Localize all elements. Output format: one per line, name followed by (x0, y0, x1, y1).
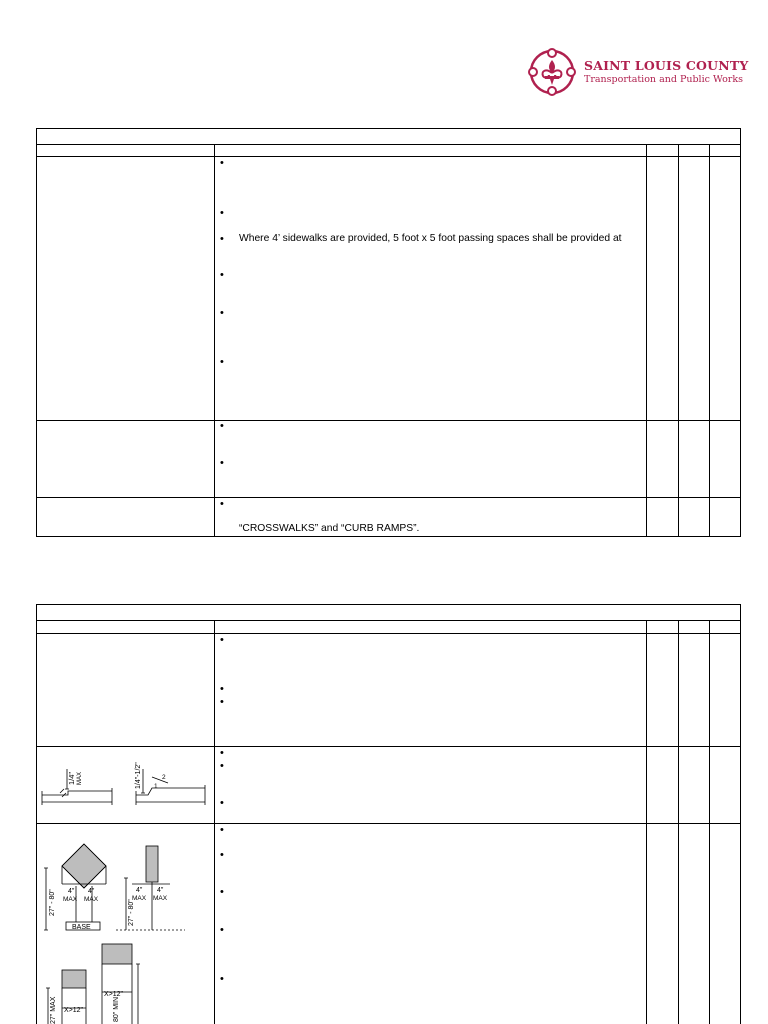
bullet-marker: • (220, 886, 224, 898)
fig3-right-width: X>12" (104, 991, 124, 998)
bullet-marker: • (220, 420, 224, 432)
bullet-marker: • (220, 849, 224, 861)
checklist-table-1 (36, 128, 741, 537)
fig1-label-d: 2 (162, 774, 166, 781)
bullet-marker: • (220, 973, 224, 985)
level-change-figure (40, 755, 212, 811)
fig3-left-width: X>12" (64, 1007, 84, 1014)
overhang-figure (40, 942, 140, 1024)
fig2-max-word-right: MAX (84, 896, 99, 903)
bullet-marker: • (220, 634, 224, 646)
bullet-marker: • (220, 269, 224, 281)
fig1-label-a2: MAX (77, 771, 83, 785)
fig2-max-word-left: MAX (63, 896, 78, 903)
fig2-left-max: 4" (68, 888, 75, 895)
bullet-marker: • (220, 233, 224, 245)
bullet-marker: • (220, 207, 224, 219)
fig2-post-right: 4" (157, 887, 164, 894)
crosswalks-text: “CROSSWALKS” and “CURB RAMPS”. (239, 523, 420, 534)
checklist-table-2 (36, 604, 741, 1024)
protruding-objects-figure (40, 838, 185, 934)
fig2-height-label: 27" - 80" (49, 889, 56, 916)
fig1-label-a: 1/4" (67, 771, 76, 785)
fig2-post-left: 4" (136, 887, 143, 894)
fig3-right-height: 80" MIN (113, 996, 120, 1022)
bullet-marker: • (220, 747, 224, 759)
bullet-marker: • (220, 157, 224, 169)
fig3-left-height: 27" MAX (50, 996, 57, 1024)
bullet-marker: • (220, 307, 224, 319)
fig2-post-height: 27" - 80" (128, 899, 135, 926)
fleur-de-lis-seal-icon (528, 48, 576, 96)
logo-title: SAINT LOUIS COUNTY (584, 58, 749, 73)
passing-space-text: Where 4’ sidewalks are provided, 5 foot x 5 foot passing spaces shall be provided at (239, 233, 622, 244)
fig2-right-max: 4" (88, 888, 95, 895)
bullet-marker: • (220, 924, 224, 936)
bullet-marker: • (220, 760, 224, 772)
bullet-marker: • (220, 498, 224, 510)
county-logo (528, 48, 748, 98)
bullet-marker: • (220, 457, 224, 469)
bullet-marker: • (220, 824, 224, 836)
fig2-post-max-left: MAX (132, 895, 147, 902)
logo-subtitle: Transportation and Public Works (584, 74, 743, 85)
fig1-label-b: 1/4"-1/2" (135, 762, 142, 789)
bullet-marker: • (220, 797, 224, 809)
fig2-post-max-right: MAX (153, 895, 168, 902)
bullet-marker: • (220, 683, 224, 695)
fig1-label-c: 1 (154, 783, 158, 790)
fig2-base-label: BASE (72, 924, 91, 931)
bullet-marker: • (220, 696, 224, 708)
bullet-marker: • (220, 356, 224, 368)
